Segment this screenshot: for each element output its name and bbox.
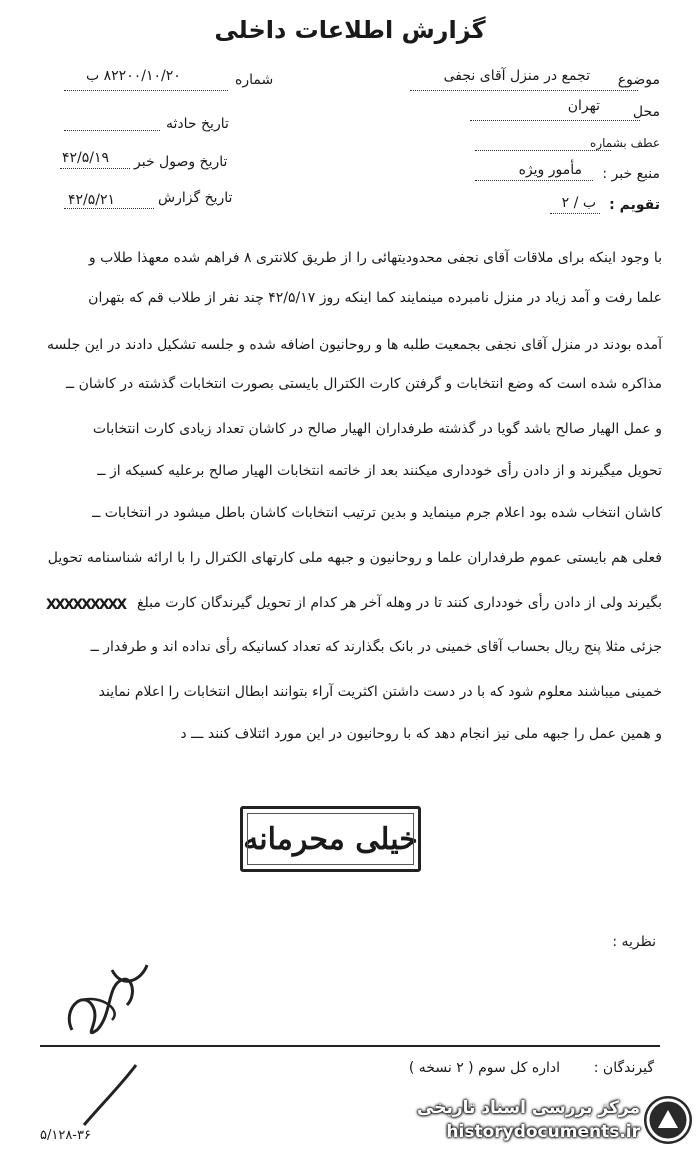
body-line: بگیرند ولی از دادن رأی خودداری کنند تا در وهله آخر هر کدام از تحویل گیرندگان کارت مبلغ xyxy=(137,595,662,611)
incident-date-dotted-line xyxy=(64,130,160,131)
report-title: گزارش اطلاعات داخلی xyxy=(214,16,486,44)
incident-date-label: تاریخ حادثه xyxy=(166,116,229,132)
number-value: ۸۲۲۰۰/۱۰/۲۰ ب xyxy=(86,68,181,84)
number-dotted-line xyxy=(64,90,228,91)
signature-scribble xyxy=(52,960,162,1050)
subject-label: موضوع xyxy=(617,72,660,88)
place-value: تهران xyxy=(567,98,600,114)
body-line: و عمل الهیار صالح باشد گویا در گذشته طرفداران الهیار صالح در کاشان تعداد زیادی کارت انتخابات xyxy=(92,421,662,437)
archive-logo-icon xyxy=(644,1096,692,1144)
body-line: خمینی میباشند معلوم شود که با در دست داشتن اکثریت آراء بتوانند ابطال انتخابات را اعلام نمایند xyxy=(98,684,662,700)
subject-value: تجمع در منزل آقای نجفی xyxy=(443,68,590,84)
evaluation-dotted-line xyxy=(550,213,600,214)
archive-number: ۵/۱۲۸-۳۶ xyxy=(40,1128,91,1143)
opinion-label: نظریه : xyxy=(612,934,656,950)
place-dotted-line xyxy=(470,120,640,121)
source-dotted-line xyxy=(475,180,593,181)
watermark-url: historydocuments.ir xyxy=(446,1122,640,1142)
body-line: کاشان انتخاب شده بود اعلام جرم مینماید و بدین ترتیب انتخابات کاشان باطل میشود در انتخابات ــ xyxy=(92,505,662,521)
recipients-separator xyxy=(40,1045,660,1047)
stamp-inner-border xyxy=(247,813,414,865)
place-label: محل xyxy=(632,104,660,120)
receipt-date-label: تاریخ وصول خبر xyxy=(134,154,228,170)
struck-out-text: XXXXXXXXX xyxy=(46,597,126,613)
source-label: منبع خبر : xyxy=(602,166,660,182)
reference-dotted-line xyxy=(475,150,611,151)
receipt-date-dotted-line xyxy=(60,168,130,169)
evaluation-value: ب / ۲ xyxy=(561,195,596,211)
body-line: جزئی مثلا پنج ریال بحساب آقای خمینی در بانک بگذارند که تعداد کسانیکه رأی نداده اند و طرفدار ــ xyxy=(90,639,662,655)
body-line: تحویل میگیرند و از دادن رأی خودداری میکنند بعد از خاتمه انتخابات الهیار صالح برعلیه کسیکه از ــ xyxy=(97,463,662,479)
recipients-value: اداره کل سوم ( ۲ نسخه ) xyxy=(408,1060,560,1076)
confidential-stamp xyxy=(240,806,421,872)
watermark-title: مرکز بررسی اسناد تاریخی xyxy=(417,1098,640,1118)
source-value: مأمور ویژه xyxy=(518,162,582,178)
body-line: و همین عمل را جبهه ملی نیز انجام دهد که با روحانیون در این مورد ائتلاف کنند ـــ د xyxy=(180,726,662,742)
pen-stroke xyxy=(76,1060,146,1130)
evaluation-label: تقویم : xyxy=(609,197,660,213)
subject-dotted-line xyxy=(410,90,638,91)
body-line: با وجود اینکه برای ملاقات آقای نجفی محدودیتهائی را از طریق کلانتری ۸ فراهم شده معهذا طلاب و xyxy=(88,250,662,266)
reference-label: عطف بشماره xyxy=(590,136,660,150)
report-date-label: تاریخ گزارش xyxy=(158,190,233,206)
stamp-text: خیلی محرمانه xyxy=(243,821,418,857)
report-date-dotted-line xyxy=(64,208,154,209)
body-line: علما رفت و آمد زیاد در منزل نامبرده مینمایند کما اینکه روز ۴۲/۵/۱۷ چند نفر از طلاب قم که بتهران xyxy=(88,290,662,306)
body-line: فعلی هم بایستی عموم طرفداران علما و روحانیون و جبهه ملی کارتهای الکترال را با ارائه شناسنامه تحویل xyxy=(47,550,662,566)
number-label: شماره xyxy=(235,72,274,88)
body-line: مذاکره شده است که وضع انتخابات و گرفتن کارت الکترال بایستی بصورت انتخابات گذشته در کاشان ــ xyxy=(65,376,662,392)
recipients-label: گیرندگان : xyxy=(593,1060,654,1076)
body-line: آمده بودند در منزل آقای نجفی بجمعیت طلبه ها و روحانیون اضافه شده و جلسه تشکیل دادند در این جلسه xyxy=(46,337,662,353)
receipt-date-value: ۴۲/۵/۱۹ xyxy=(62,150,110,166)
report-date-value: ۴۲/۵/۲۱ xyxy=(68,192,116,208)
